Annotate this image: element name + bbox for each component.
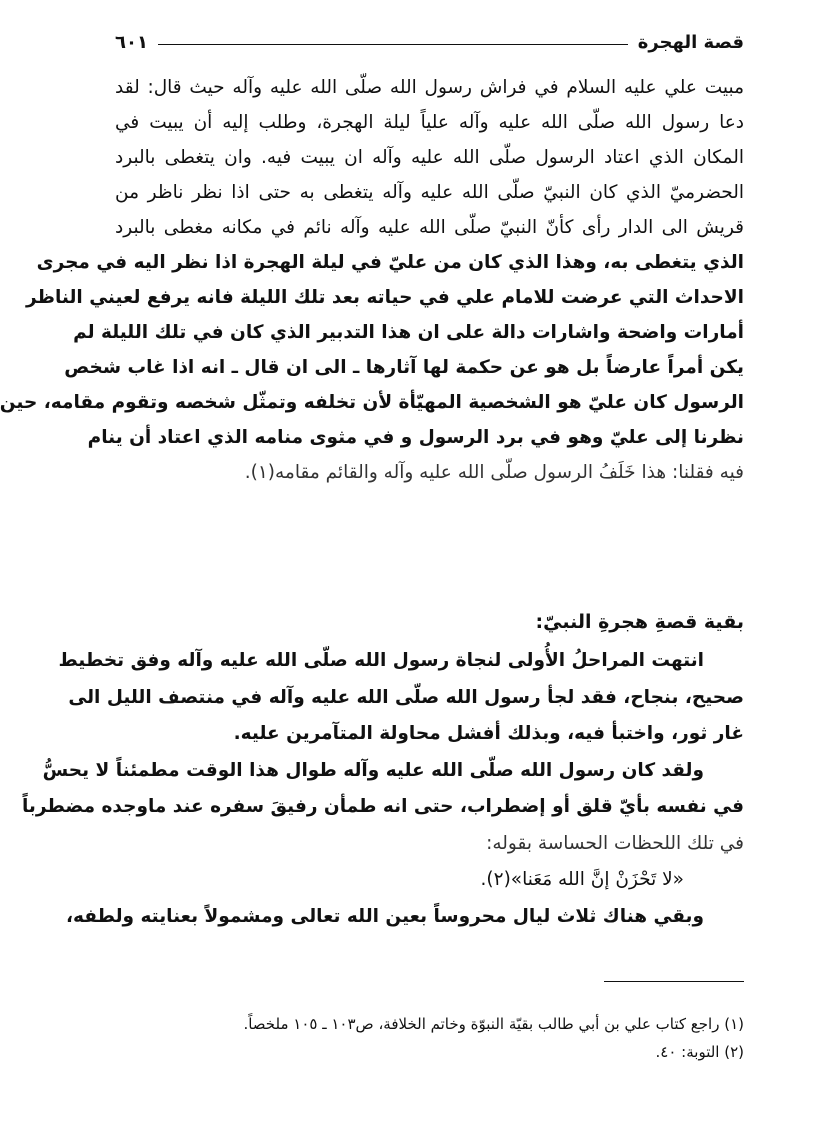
text-line: مبيت علي عليه السلام في فراش رسول الله صلّى الله عليه وآله حيث قال: لقد (115, 77, 744, 98)
page-header (115, 30, 744, 54)
text-line: الذي يتغطى به، وهذا الذي كان من عليّ في ليلة الهجرة اذا نظر اليه في مجرى (36, 252, 744, 273)
section-paragraph (21, 643, 744, 935)
text-line: المكان الذي اعتاد الرسول صلّى الله عليه وآله ان يبيت فيه. وان يتغطى بالبرد (115, 147, 744, 168)
footnote: (١) راجع كتاب علي بن أبي طالب بقيّة النبوّة وخاتم الخلافة، ص١٠٣ ـ ١٠٥ ملخصاً. (243, 1015, 744, 1033)
footnote-divider (604, 981, 744, 982)
text-line: انتهت المراحلُ الأُولى لنجاة رسول الله صلّى الله عليه وآله وفق تخطيط (58, 650, 704, 671)
text-line: في تلك اللحظات الحساسة بقوله: (486, 832, 744, 854)
running-title: قصة الهجرة (637, 31, 744, 53)
text-line: دعا رسول الله صلّى الله عليه وآله علياً ليلة الهجرة، وطلب إليه أن يبيت في (115, 112, 744, 133)
header-rule (158, 44, 628, 45)
page-number: ٦٠١ (115, 31, 148, 53)
text-line: الرسول كان عليّ هو الشخصية المهيّأة لأن تخلفه وتمثّل شخصه وتقوم مقامه، حين (0, 392, 744, 413)
footnotes (115, 1010, 744, 1066)
text-line: وبقي هناك ثلاث ليال محروساً بعين الله تعالى ومشمولاً بعنايته ولطفه، (65, 905, 704, 927)
text-line: يكن أمراً عارضاً بل هو عن حكمة لها آثارها ـ الى ان قال ـ انه اذا غاب شخص (64, 357, 744, 378)
text-line: فيه فقلنا: هذا خَلَفُ الرسول صلّى الله عليه وآله والقائم مقامه(١). (244, 462, 744, 483)
body-paragraph (0, 70, 744, 490)
quran-quote: «لا تَحْزَنْ إنَّ الله مَعَنا»(٢). (480, 869, 684, 890)
text-line: الحضرميّ الذي كان النبيّ صلّى الله عليه وآله يتغطى به حتى اذا نظر ناظر من (115, 182, 744, 203)
text-line: غار ثور، واختبأ فيه، وبذلك أفشل محاولة المتآمرين عليه. (233, 723, 744, 744)
text-line: في نفسه بأيّ قلق أو إضطراب، حتى انه طمأن رفيقَ سفره عند ماوجده مضطرباً (21, 796, 744, 817)
text-line: أمارات واضحة واشارات دالة على ان هذا التدبير الذي كان في تلك الليلة لم (73, 322, 744, 343)
footnote: (٢) التوبة: ٤٠. (655, 1043, 744, 1061)
section-heading: بقية قصةِ هجرةِ النبيّ: (535, 611, 744, 633)
text-line: الاحداث التي عرضت للامام علي في حياته بعد تلك الليلة فانه يرفع لعيني الناظر (26, 287, 744, 308)
text-line: قريش الى الدار رأى كأنّ النبيّ صلّى الله عليه وآله نائم في مكانه مغطى بالبرد (115, 217, 744, 238)
text-line: صحيح، بنجاح، فقد لجأ رسول الله صلّى الله عليه وآله في منتصف الليل الى (68, 686, 744, 708)
text-line: نظرنا إلى عليّ وهو في برد الرسول و في مثوى منامه الذي اعتاد أن ينام (87, 427, 744, 448)
text-line: ولقد كان رسول الله صلّى الله عليه وآله طوال هذا الوقت مطمئناً لا يحسُّ (42, 759, 704, 781)
